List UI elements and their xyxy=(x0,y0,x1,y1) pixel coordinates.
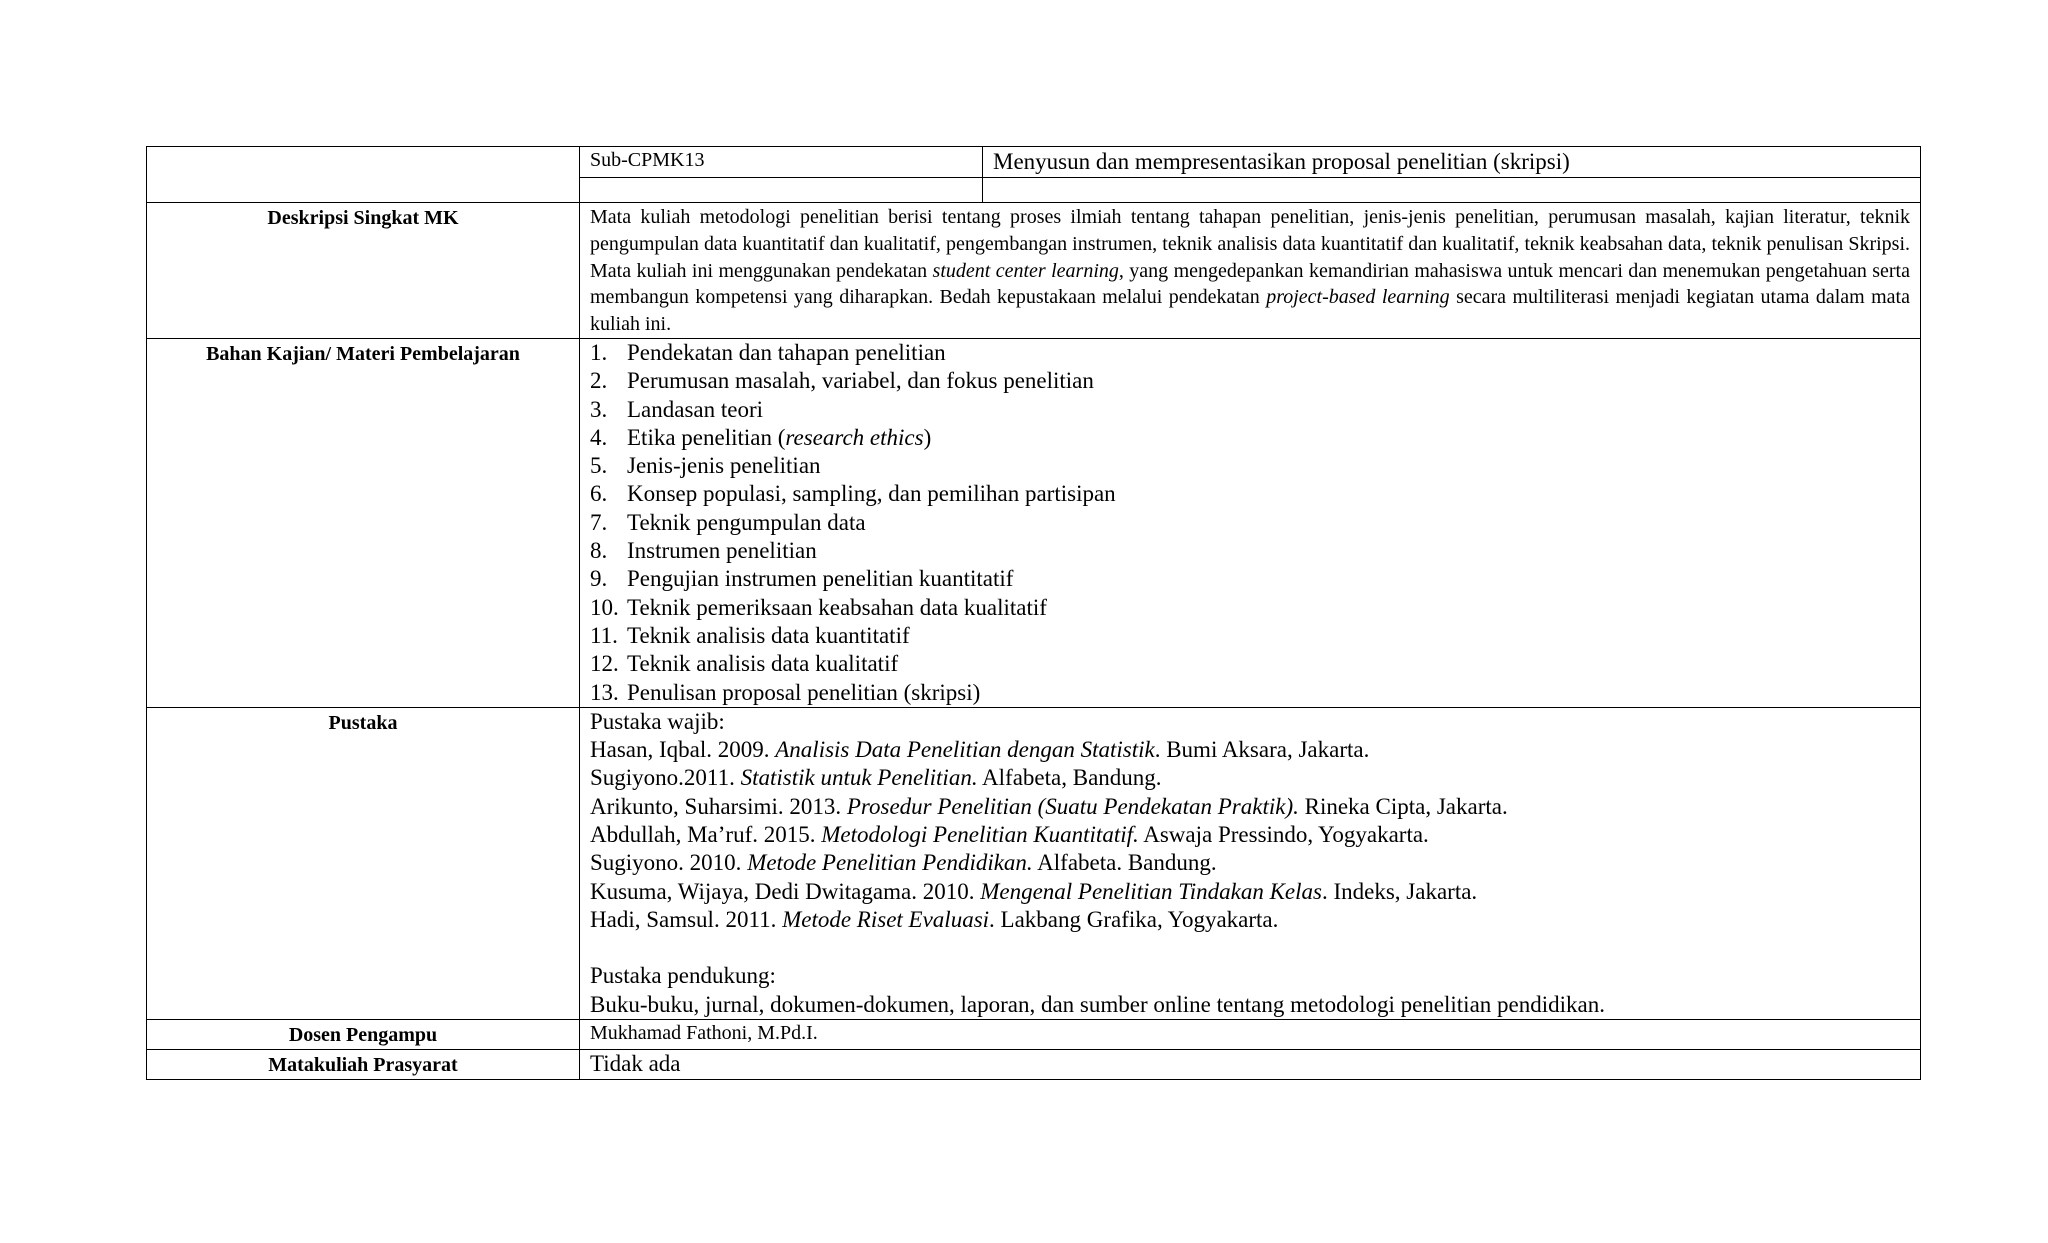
reference-item: Arikunto, Suharsimi. 2013. Prosedur Penelitian (Suatu Pendekatan Praktik). Rineka Cipta, Jakarta. xyxy=(590,793,1508,819)
material-item: 5. Jenis-jenis penelitian xyxy=(590,453,821,479)
deskripsi-content xyxy=(580,203,1921,339)
pustaka-row xyxy=(147,707,1921,1019)
material-item: 4. Etika penelitian (research ethics) xyxy=(590,424,932,450)
pustaka-wajib-list xyxy=(590,736,1910,934)
bahan-kajian-row xyxy=(147,338,1921,707)
dosen-value: Mukhamad Fathoni, M.Pd.I. xyxy=(590,1021,818,1044)
material-item: 2. Perumusan masalah, variabel, dan fokus penelitian xyxy=(590,368,1094,394)
sub-cpmk-table xyxy=(580,147,1920,202)
material-item: 12. Teknik analisis data kualitatif xyxy=(590,651,899,677)
pustaka-content xyxy=(580,707,1921,1019)
empty-cell xyxy=(580,178,983,203)
prasyarat-label: Matakuliah Prasyarat xyxy=(147,1049,580,1079)
material-item: 3. Landasan teori xyxy=(590,396,764,422)
material-item: 7. Teknik pengumpulan data xyxy=(590,509,866,535)
pustaka-pendukung-heading: Pustaka pendukung: xyxy=(590,963,776,989)
reference-item: Abdullah, Ma’ruf. 2015. Metodologi Penelitian Kuantitatif. Aswaja Pressindo, Yogyakarta. xyxy=(590,822,1429,848)
empty-label-cell xyxy=(147,147,580,203)
reference-item: Hasan, Iqbal. 2009. Analisis Data Penelitian dengan Statistik. Bumi Aksara, Jakarta. xyxy=(590,737,1370,763)
bahan-kajian-content xyxy=(580,338,1921,707)
dosen-content xyxy=(580,1019,1921,1049)
material-item: 10. Teknik pemeriksaan keabsahan data kualitatif xyxy=(590,594,1047,620)
rps-table xyxy=(146,146,1921,1080)
prasyarat-row xyxy=(147,1049,1921,1079)
pustaka-wajib-heading: Pustaka wajib: xyxy=(590,708,725,734)
references xyxy=(590,708,1910,1019)
reference-item: Hadi, Samsul. 2011. Metode Riset Evaluasi. Lakbang Grafika, Yogyakarta. xyxy=(590,906,1279,932)
sub-cpmk-description: Menyusun dan mempresentasikan proposal penelitian (skripsi) xyxy=(983,147,1921,178)
dosen-label: Dosen Pengampu xyxy=(147,1019,580,1049)
sub-cpmk-row xyxy=(147,147,1921,203)
material-item: 1. Pendekatan dan tahapan penelitian xyxy=(590,339,946,365)
prasyarat-content xyxy=(580,1049,1921,1079)
material-item: 13. Penulisan proposal penelitian (skripsi) xyxy=(590,679,981,705)
empty-cell xyxy=(983,178,1921,203)
sub-cpmk-container xyxy=(580,147,1921,203)
material-item: 6. Konsep populasi, sampling, dan pemilihan partisipan xyxy=(590,481,1116,507)
pustaka-pendukung-text: Buku-buku, jurnal, dokumen-dokumen, laporan, dan sumber online tentang metodologi penelitian pendidikan. xyxy=(590,991,1605,1017)
reference-item: Kusuma, Wijaya, Dedi Dwitagama. 2010. Mengenal Penelitian Tindakan Kelas. Indeks, Jakarta. xyxy=(590,878,1478,904)
deskripsi-label: Deskripsi Singkat MK xyxy=(147,203,580,339)
material-item: 8. Instrumen penelitian xyxy=(590,538,817,564)
deskripsi-row xyxy=(147,203,1921,339)
pustaka-label: Pustaka xyxy=(147,707,580,1019)
material-item: 9. Pengujian instrumen penelitian kuantitatif xyxy=(590,566,1014,592)
reference-item: Sugiyono. 2010. Metode Penelitian Pendidikan. Alfabeta. Bandung. xyxy=(590,850,1217,876)
sub-cpmk-code: Sub-CPMK13 xyxy=(580,147,983,178)
deskripsi-text: Mata kuliah metodologi penelitian berisi tentang proses ilmiah tentang tahapan penelitian, jenis-jenis penelitian, perumusan masalah, kajian literatur, teknik pengumpulan data kuantitatif dan kualitatif, pengembangan instrumen, teknik analisis data kuantitatif dan kualitatif, teknik keabsahan data, teknik penulisan Skripsi. Mata kuliah ini menggunakan pendekatan student center learning, yang mengedepankan kemandirian mahasiswa untuk mencari dan menemukan pengetahuan serta membangun kompetensi yang diharapkan. Bedah kepustakaan melalui pendekatan project-based learning secara multiliterasi menjadi kegiatan utama dalam mata kuliah ini. xyxy=(590,206,1910,336)
material-item: 11. Teknik analisis data kuantitatif xyxy=(590,622,910,648)
bahan-kajian-label: Bahan Kajian/ Materi Pembelajaran xyxy=(147,338,580,707)
dosen-row xyxy=(147,1019,1921,1049)
reference-item: Sugiyono.2011. Statistik untuk Penelitian. Alfabeta, Bandung. xyxy=(590,765,1162,791)
prasyarat-value: Tidak ada xyxy=(590,1050,681,1076)
materials-list xyxy=(590,339,1910,707)
